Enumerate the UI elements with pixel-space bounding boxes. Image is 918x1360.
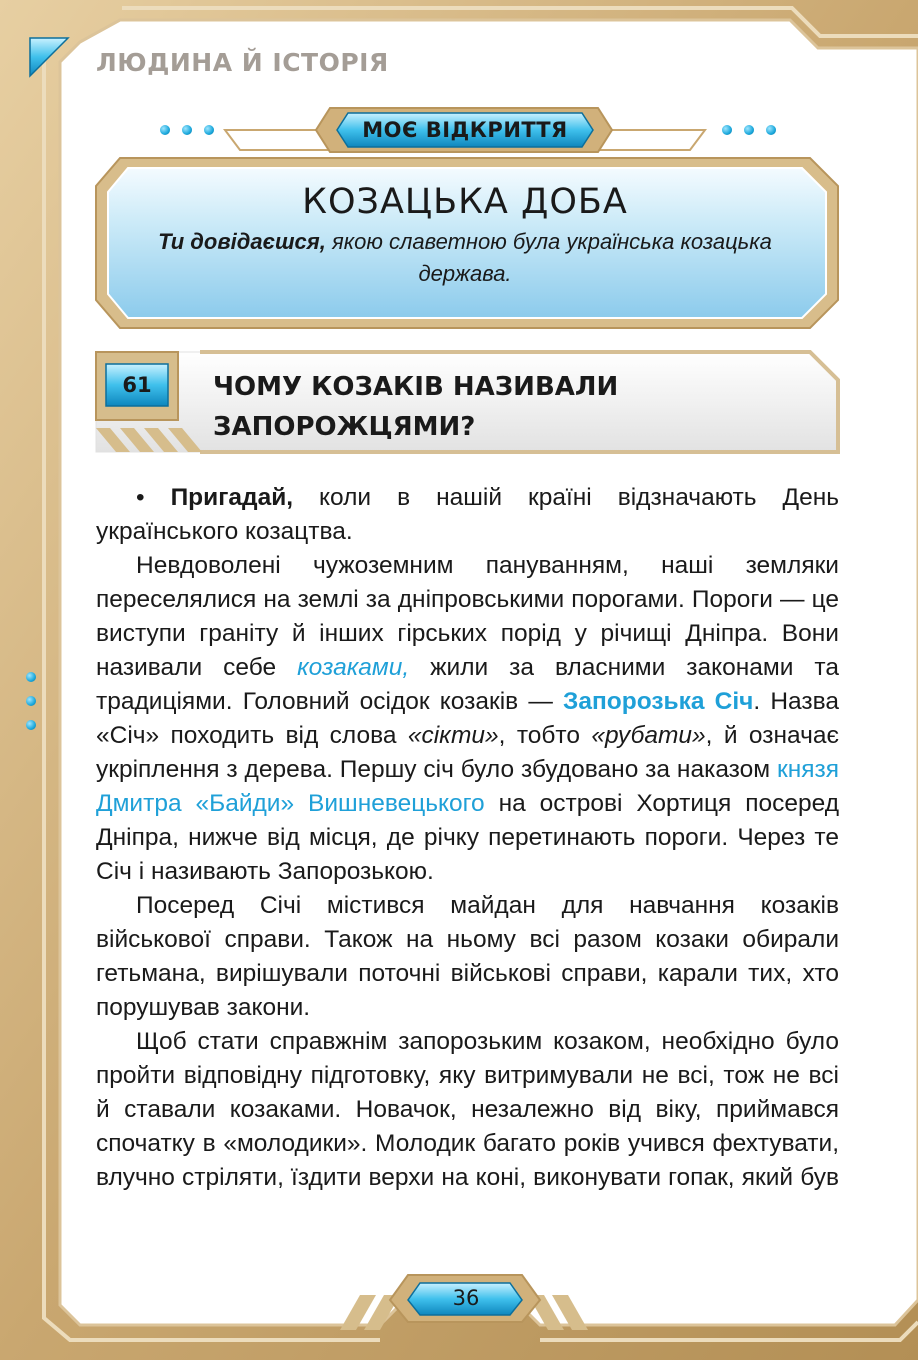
section-header: ЛЮДИНА Й ІСТОРІЯ [96, 48, 389, 77]
text-run: . Назва «Січ» походить від слова [96, 688, 839, 749]
bullet: • [136, 484, 145, 511]
dot-icon [182, 125, 192, 135]
dot-icon [744, 125, 754, 135]
dot-icon [26, 720, 36, 730]
paragraph-recall [96, 481, 839, 549]
discovery-banner: МОЄ ВІДКРИТТЯ [362, 118, 568, 142]
recall-text: коли в нашій країні відзначають День українського козацтва. [96, 484, 839, 545]
dot-icon [26, 672, 36, 682]
text-run: , й означає укріплення з дерева. Першу січ було збудовано за наказом [96, 722, 839, 783]
dot-icon [26, 696, 36, 706]
term-zaporizka-sich: Запорозька Січ [563, 688, 754, 715]
lesson-title-line1: ЧОМУ КОЗАКІВ НАЗИВАЛИ [213, 372, 619, 402]
theme-subtitle [150, 226, 780, 290]
paragraph-sich [96, 549, 839, 889]
lesson-title-line2: ЗАПОРОЖЦЯМИ? [213, 412, 476, 442]
page-number: 36 [452, 1286, 480, 1310]
banner-dots-left [160, 125, 214, 135]
lesson-title [213, 367, 773, 447]
text-run: Невдоволені чужоземним пануванням, наші земляки переселялися на землі за дніпровськими порогами. Пороги — це виступи граніту й інших гірських порід у річищі Дніпра. Вони називали себе [96, 552, 839, 681]
word-rubaty: «рубати» [591, 722, 706, 749]
term-kozaky: козаками, [297, 654, 410, 681]
word-sikty: «сікти» [407, 722, 499, 749]
body-text [96, 481, 839, 1195]
banner-dots-right [722, 125, 776, 135]
text-run: жили за власними законами та традиціями. Головний осідок козаків — [96, 654, 839, 715]
dot-icon [722, 125, 732, 135]
recall-label: Пригадай, [170, 484, 294, 511]
theme-subtitle-bold: Ти довідаєшся, [158, 229, 326, 254]
lesson-number: 61 [122, 373, 152, 397]
text-run: , тобто [498, 722, 592, 749]
dot-icon [204, 125, 214, 135]
paragraph-maidan: Посеред Січі містився майдан для навчання козаків військової справи. Також на ньому всі разом козаки обирали гетьмана, вирішували поточні військові справи, карали тих, хто порушував закони. [96, 892, 839, 1021]
paragraph-training: Щоб стати справжнім запорозьким козаком, необхідно було пройти відповідну підготовку, яку витримували не всі, тож не всі й ставали козаками. Новачок, незалежно від віку, приймався спочатку в «молодики». Молодик багато років учився фехтувати, влучно стріляти, їздити верхи на коні, виконувати гопак, який був [96, 1028, 839, 1191]
dot-icon [160, 125, 170, 135]
dot-icon [766, 125, 776, 135]
theme-subtitle-rest: якою славетною була українська козацька держава. [325, 229, 772, 286]
theme-title: КОЗАЦЬКА ДОБА [302, 182, 628, 222]
text-run: на острові Хортиця посеред Дніпра, нижче від місця, де річку перетинають пороги. Через те Січ і називають Запорозькою. [96, 790, 839, 885]
term-prince-vyshnevetskyi: князя Дмитра «Байди» Вишневецького [96, 756, 839, 817]
side-dots [26, 672, 36, 730]
